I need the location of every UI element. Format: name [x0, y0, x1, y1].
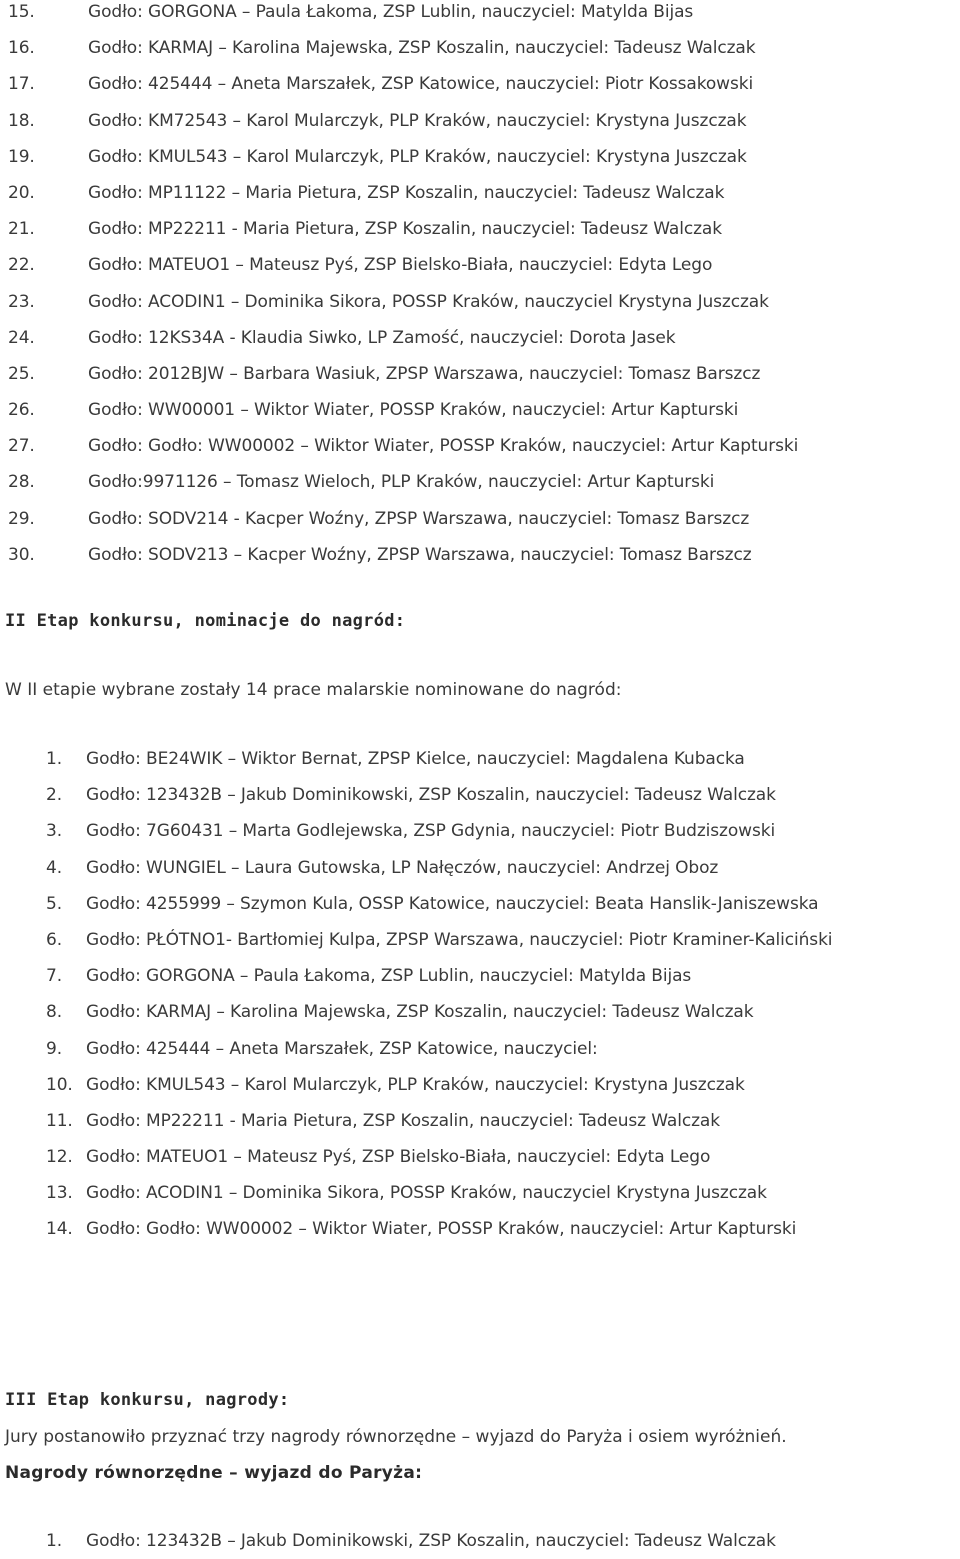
entries-list-continued: [0, 0, 960, 573]
item-number: 13.: [46, 1183, 73, 1204]
item-text: Godło: MATEUO1 – Mateusz Pyś, ZSP Bielsko-Biała, nauczyciel: Edyta Lego: [88, 255, 713, 276]
list-item: [0, 537, 960, 573]
item-text: Godło: GORGONA – Paula Łakoma, ZSP Lublin, nauczyciel: Matylda Bijas: [86, 966, 692, 987]
item-text: Godło: Godło: WW00002 – Wiktor Wiater, POSSP Kraków, nauczyciel: Artur Kapturski: [86, 1219, 797, 1240]
item-number: 12.: [46, 1147, 73, 1168]
item-text: Godło: 12KS34A - Klaudia Siwko, LP Zamość, nauczyciel: Dorota Jasek: [88, 327, 676, 348]
item-number: 19.: [8, 146, 35, 167]
list-item: [0, 175, 960, 211]
item-text: Godło: Godło: WW00002 – Wiktor Wiater, POSSP Kraków, nauczyciel: Artur Kapturski: [88, 436, 799, 457]
equal-prizes-heading: [5, 1463, 422, 1483]
nominations-list: [0, 741, 960, 1248]
stage-3-heading: III Etap konkursu, nagrody:: [5, 1390, 290, 1410]
item-number: 24.: [8, 327, 35, 348]
item-number: 1.: [46, 749, 63, 769]
item-text: Godło: ACODIN1 – Dominika Sikora, POSSP Kraków, nauczyciel Krystyna Juszczak: [86, 1183, 767, 1204]
list-item: [0, 741, 960, 777]
item-number: 5.: [46, 893, 63, 914]
list-item: [0, 211, 960, 247]
item-number: 26.: [8, 400, 35, 421]
item-text: Godło: MATEUO1 – Mateusz Pyś, ZSP Bielsko-Biała, nauczyciel: Edyta Lego: [86, 1147, 711, 1168]
item-number: 3.: [46, 821, 63, 842]
item-number: 18.: [8, 110, 35, 131]
item-number: 22.: [8, 255, 35, 276]
item-text: Godło: MP22211 - Maria Pietura, ZSP Koszalin, nauczyciel: Tadeusz Walczak: [86, 1110, 720, 1131]
item-number: 16.: [8, 38, 35, 59]
list-item: [0, 886, 960, 922]
item-text: Godło:9971126 – Tomasz Wieloch, PLP Kraków, nauczyciel: Artur Kapturski: [88, 472, 715, 493]
list-item: [0, 320, 960, 356]
list-item: [0, 103, 960, 139]
list-item: [0, 284, 960, 320]
equal-prizes-heading-text: Nagrody równorzędne – wyjazd do Paryża:: [5, 1463, 423, 1483]
list-item: [0, 66, 960, 102]
item-number: 29.: [8, 508, 35, 529]
list-item: [0, 1523, 960, 1559]
item-number: 15.: [8, 2, 35, 22]
item-number: 11.: [46, 1110, 73, 1131]
item-text: Godło: 123432B – Jakub Dominikowski, ZSP Koszalin, nauczyciel: Tadeusz Walczak: [86, 1531, 776, 1551]
item-text: Godło: KMUL543 – Karol Mularczyk, PLP Kraków, nauczyciel: Krystyna Juszczak: [86, 1074, 745, 1095]
item-number: 4.: [46, 857, 63, 878]
item-text: Godło: WW00001 – Wiktor Wiater, POSSP Kraków, nauczyciel: Artur Kapturski: [88, 400, 739, 421]
item-number: 23.: [8, 291, 35, 312]
list-item: [0, 994, 960, 1030]
list-item: [0, 464, 960, 500]
item-number: 2.: [46, 785, 63, 806]
list-item: [0, 501, 960, 537]
item-text: Godło: GORGONA – Paula Łakoma, ZSP Lublin, nauczyciel: Matylda Bijas: [88, 2, 694, 22]
list-item: [0, 0, 960, 30]
jury-decision: Jury postanowiło przyznać trzy nagrody równorzędne – wyjazd do Paryża i osiem wyróżnień.: [5, 1427, 787, 1447]
item-number: 8.: [46, 1002, 63, 1023]
list-item: [0, 850, 960, 886]
list-item: [0, 1139, 960, 1175]
list-item: [0, 139, 960, 175]
list-item: [0, 922, 960, 958]
item-number: 1.: [46, 1531, 63, 1551]
stage-2-intro: W II etapie wybrane zostały 14 prace malarskie nominowane do nagród:: [5, 680, 622, 700]
list-item: [0, 958, 960, 994]
item-text: Godło: ACODIN1 – Dominika Sikora, POSSP Kraków, nauczyciel Krystyna Juszczak: [88, 291, 769, 312]
list-item: [0, 1211, 960, 1247]
item-number: 6.: [46, 929, 63, 950]
list-item: [0, 777, 960, 813]
item-text: Godło: WUNGIEL – Laura Gutowska, LP Nałęczów, nauczyciel: Andrzej Oboz: [86, 857, 719, 878]
item-text: Godło: KARMAJ – Karolina Majewska, ZSP Koszalin, nauczyciel: Tadeusz Walczak: [86, 1002, 754, 1023]
item-number: 9.: [46, 1038, 63, 1059]
item-text: Godło: 4255999 – Szymon Kula, OSSP Katowice, nauczyciel: Beata Hanslik-Janiszewska: [86, 893, 819, 914]
list-item: [0, 428, 960, 464]
item-number: 30.: [8, 544, 35, 565]
item-number: 17.: [8, 74, 35, 95]
item-number: 27.: [8, 436, 35, 457]
item-text: Godło: BE24WIK – Wiktor Bernat, ZPSP Kielce, nauczyciel: Magdalena Kubacka: [86, 749, 745, 769]
item-text: Godło: SODV214 - Kacper Woźny, ZPSP Warszawa, nauczyciel: Tomasz Barszcz: [88, 508, 750, 529]
item-text: Godło: MP11122 – Maria Pietura, ZSP Koszalin, nauczyciel: Tadeusz Walczak: [88, 182, 725, 203]
list-item: [0, 30, 960, 66]
item-number: 20.: [8, 182, 35, 203]
list-item: [0, 1031, 960, 1067]
item-text: Godło: 425444 – Aneta Marszałek, ZSP Katowice, nauczyciel:: [86, 1038, 598, 1059]
list-item: [0, 356, 960, 392]
item-number: 14.: [46, 1219, 73, 1240]
item-text: Godło: 7G60431 – Marta Godlejewska, ZSP Gdynia, nauczyciel: Piotr Budziszowski: [86, 821, 776, 842]
item-text: Godło: SODV213 – Kacper Woźny, ZPSP Warszawa, nauczyciel: Tomasz Barszcz: [88, 544, 752, 565]
stage-2-heading: II Etap konkursu, nominacje do nagród:: [5, 611, 406, 631]
item-text: Godło: 123432B – Jakub Dominikowski, ZSP Koszalin, nauczyciel: Tadeusz Walczak: [86, 785, 776, 806]
item-number: 25.: [8, 363, 35, 384]
item-text: Godło: KMUL543 – Karol Mularczyk, PLP Kraków, nauczyciel: Krystyna Juszczak: [88, 146, 747, 167]
item-text: Godło: PŁÓTNO1- Bartłomiej Kulpa, ZPSP Warszawa, nauczyciel: Piotr Kraminer-Kaliciński: [86, 929, 833, 950]
item-number: 28.: [8, 472, 35, 493]
item-text: Godło: MP22211 - Maria Pietura, ZSP Koszalin, nauczyciel: Tadeusz Walczak: [88, 219, 722, 240]
item-text: Godło: 2012BJW – Barbara Wasiuk, ZPSP Warszawa, nauczyciel: Tomasz Barszcz: [88, 363, 761, 384]
list-item: [0, 1175, 960, 1211]
list-item: [0, 1103, 960, 1139]
prizes-list: [0, 1523, 960, 1559]
item-text: Godło: KARMAJ – Karolina Majewska, ZSP Koszalin, nauczyciel: Tadeusz Walczak: [88, 38, 756, 59]
list-item: [0, 1067, 960, 1103]
item-number: 7.: [46, 966, 63, 987]
list-item: [0, 813, 960, 849]
item-number: 10.: [46, 1074, 73, 1095]
list-item: [0, 247, 960, 283]
list-item: [0, 392, 960, 428]
item-text: Godło: 425444 – Aneta Marszałek, ZSP Katowice, nauczyciel: Piotr Kossakowski: [88, 74, 754, 95]
item-text: Godło: KM72543 – Karol Mularczyk, PLP Kraków, nauczyciel: Krystyna Juszczak: [88, 110, 747, 131]
item-number: 21.: [8, 219, 35, 240]
